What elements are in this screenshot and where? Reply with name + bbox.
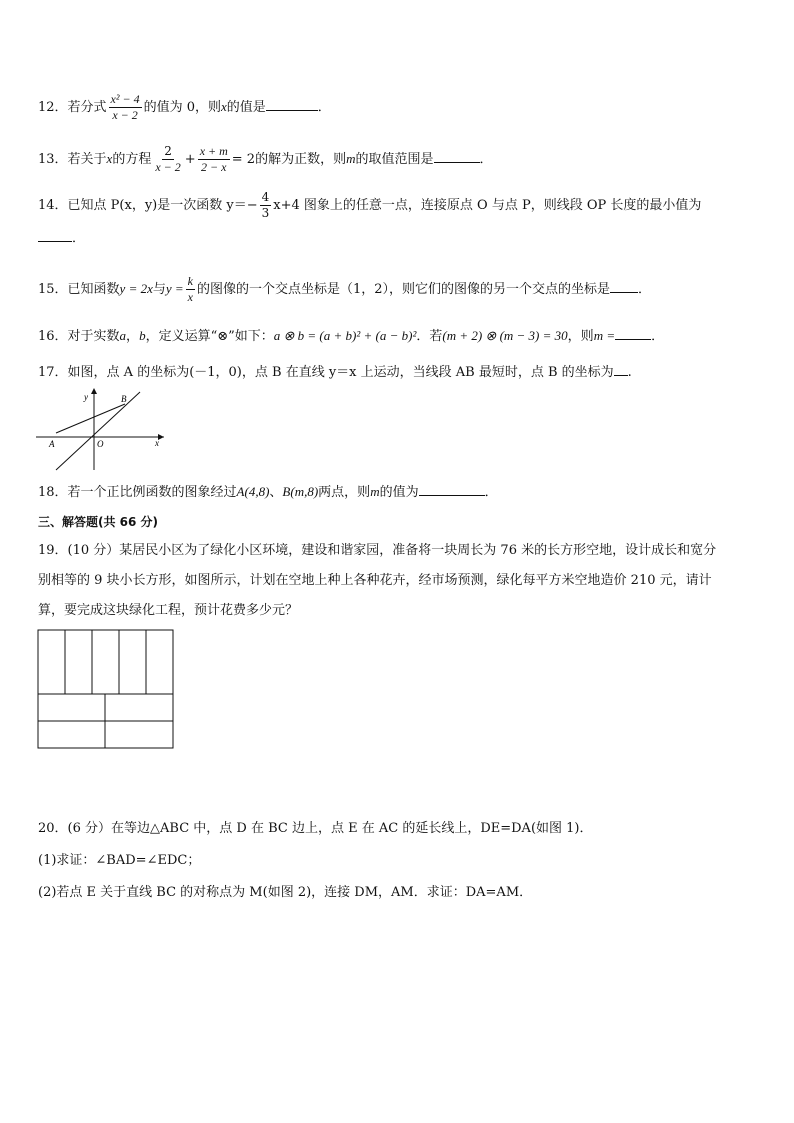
q13-plus: + xyxy=(184,152,196,167)
q13-frac2-den: 2 − x xyxy=(201,160,227,174)
question-20-line-1: 20．(6 分）在等边△ABC 中，点 D 在 BC 边上，点 E 在 AC 的延长线上，DE=DA(如图 1)． xyxy=(38,821,593,836)
point-b-label: B xyxy=(121,394,127,404)
point-a-label: A xyxy=(49,439,55,449)
q18-prefix: 18．若一个正比例函数的图象经过 xyxy=(38,485,237,500)
q12-suffix: 的值是 xyxy=(226,100,266,115)
origin-label: O xyxy=(97,439,104,449)
q15-frac-den: x xyxy=(187,290,193,304)
q13-var2: m xyxy=(346,151,356,166)
q16-mid: ，定义运算“⊗”如下： xyxy=(145,329,274,344)
q15-prefix: 15．已知函数 xyxy=(38,282,120,297)
question-18 xyxy=(38,482,498,503)
q13-fraction-2 xyxy=(198,144,230,175)
section-3-heading: 三、解答题(共 66 分) xyxy=(38,515,159,529)
q18-sep: 、 xyxy=(269,485,283,500)
q18-point-b: B(m,8) xyxy=(282,484,319,499)
question-14-cont xyxy=(38,229,85,249)
q12-fraction xyxy=(109,92,142,123)
q16-m: m = xyxy=(593,328,616,343)
q13-answer-blank xyxy=(434,150,480,163)
q16-a: a xyxy=(119,328,127,343)
q17-text: 17．如图，点 A 的坐标为(－1，0)，点 B 在直线 y＝x 上运动，当线段 AB 最短时，点 B 的坐标为 xyxy=(38,365,614,380)
q13-mid2: 的解为正数，则 xyxy=(255,152,347,167)
question-16 xyxy=(38,326,664,347)
question-13 xyxy=(38,144,493,175)
y-axis-arrow xyxy=(91,388,97,394)
q15-f1: y = 2x xyxy=(119,281,153,296)
q16-mid2: ．若 xyxy=(416,329,443,344)
q15-f2-pre: y = xyxy=(165,281,184,296)
q13-fraction-1 xyxy=(153,144,182,175)
q19-rectangle-figure xyxy=(37,629,175,750)
q15-answer-blank xyxy=(610,280,638,293)
q13-var: x xyxy=(106,151,113,166)
question-20-line-2: (1)求证：∠BAD=∠EDC； xyxy=(38,853,201,868)
q18-var: m xyxy=(370,484,380,499)
question-17 xyxy=(38,363,632,383)
q18-mid: 两点，则 xyxy=(318,485,371,500)
question-19-line-1: 19．(10 分）某居民小区为了绿化小区环境，建设和谐家园，准备将一块周长为 76 米的长方形空地，设计成长和宽分 xyxy=(38,543,717,558)
x-label: x xyxy=(155,438,159,448)
q12-end: ． xyxy=(317,100,331,115)
q13-frac1-den: x − 2 xyxy=(155,160,181,174)
question-12 xyxy=(38,92,331,123)
q13-mid: 的方程 xyxy=(112,152,152,167)
q14-frac-num: 4 xyxy=(261,190,270,204)
q15-frac-num: k xyxy=(187,274,193,288)
q12-denominator: x − 2 xyxy=(112,108,138,122)
q18-end: ． xyxy=(484,485,498,500)
q16-sep: ， xyxy=(126,329,140,344)
q16-b: b xyxy=(139,328,146,343)
q14-suffix: x+4 图象上的任意一点，连接原点 O 与点 P，则线段 OP 长度的最小值为 xyxy=(273,198,702,213)
q13-eq: = 2 xyxy=(231,152,256,167)
q15-fraction xyxy=(186,274,195,305)
q18-answer-blank xyxy=(419,483,485,496)
q17-end: . xyxy=(627,365,632,380)
q13-frac2-num: x + m xyxy=(199,144,228,158)
q13-prefix: 13．若关于 xyxy=(38,152,107,167)
segment-ab xyxy=(56,404,125,433)
question-19-line-2: 别相等的 9 块小长方形，如图所示，计划在空地上种上各种花卉，经市场预测，绿化每平方米空地造价 210 元，请计 xyxy=(38,573,712,588)
q13-suffix: 的取值范围是 xyxy=(355,152,434,167)
q13-frac1-num: 2 xyxy=(164,144,172,158)
q14-answer-blank xyxy=(38,229,72,242)
q12-var: x xyxy=(220,99,227,114)
y-label: y xyxy=(84,392,88,402)
q12-numerator: x² − 4 xyxy=(110,92,140,106)
q15-suffix: 的图像的一个交点坐标是（1，2），则它们的图像的另一个交点的坐标是 xyxy=(197,282,611,297)
q16-answer-blank xyxy=(615,327,651,340)
question-14 xyxy=(38,190,701,221)
q17-figure xyxy=(34,386,174,474)
question-20-line-3: (2)若点 E 关于直线 BC 的对称点为 M(如图 2)，连接 DM，AM．求证：DA=AM． xyxy=(38,885,533,900)
q16-mid3: ，则 xyxy=(567,329,594,344)
q16-formula: a ⊗ b = (a + b)² + (a − b)² xyxy=(273,328,417,343)
q12-prefix: 12．若分式 xyxy=(38,100,107,115)
q16-condition: (m + 2) ⊗ (m − 3) = 30 xyxy=(442,328,568,343)
q14-frac-den: 3 xyxy=(261,206,270,220)
question-15 xyxy=(38,274,651,305)
q18-suffix: 的值为 xyxy=(379,485,419,500)
q18-point-a: A(4,8) xyxy=(236,484,270,499)
q14-fraction xyxy=(260,190,272,221)
q12-answer-blank xyxy=(266,98,318,111)
q15-end: ． xyxy=(638,282,652,297)
q17-answer-blank xyxy=(614,363,628,376)
q14-prefix: 14．已知点 P(x，y)是一次函数 y＝− xyxy=(38,198,258,213)
q14-end: ． xyxy=(72,231,86,246)
q13-end: ． xyxy=(479,152,493,167)
line-y-equals-x xyxy=(56,392,140,470)
q16-end: ． xyxy=(651,329,665,344)
q12-mid: 的值为 0，则 xyxy=(143,100,221,115)
q16-prefix: 16．对于实数 xyxy=(38,329,120,344)
question-19-line-3: 算，要完成这块绿化工程，预计花费多少元？ xyxy=(38,603,299,618)
q15-mid: 与 xyxy=(152,282,166,297)
